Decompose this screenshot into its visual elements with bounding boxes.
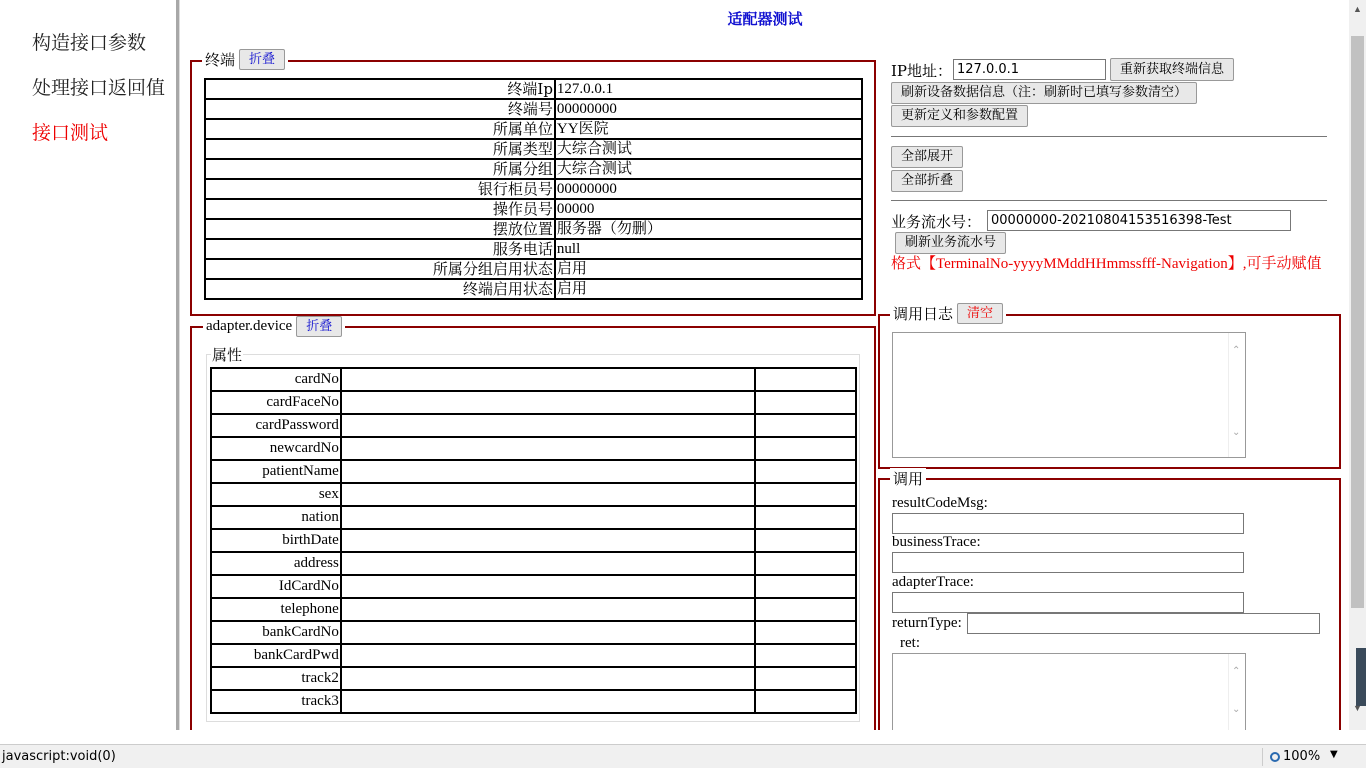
- divider-1: [891, 136, 1327, 137]
- nav-item-interface-test[interactable]: 接口测试: [32, 122, 109, 144]
- device-attribute-input[interactable]: [341, 391, 756, 414]
- device-attribute-row: [211, 368, 856, 391]
- device-attribute-extra-cell: [755, 414, 856, 437]
- device-attribute-key: sex: [211, 483, 341, 506]
- scroll-up-arrow-icon[interactable]: ▲: [1353, 4, 1362, 14]
- terminal-info-row: [205, 139, 862, 159]
- scrollbar-thumb[interactable]: [1351, 36, 1364, 608]
- device-attribute-extra-cell: [755, 598, 856, 621]
- return-type-label: returnType:: [892, 615, 962, 631]
- device-attribute-key: track2: [211, 667, 341, 690]
- device-attribute-row: [211, 391, 856, 414]
- device-attribute-key: bankCardNo: [211, 621, 341, 644]
- status-bar: [0, 744, 1366, 768]
- terminal-info-row: [205, 259, 862, 279]
- device-attribute-input[interactable]: [341, 460, 756, 483]
- device-attribute-input[interactable]: [341, 437, 756, 460]
- collapse-all-button[interactable]: 全部折叠: [891, 170, 963, 192]
- zoom-magnifier-icon: [1270, 752, 1280, 762]
- sidebar-nav: [0, 0, 176, 730]
- business-trace-input[interactable]: [892, 552, 1244, 573]
- device-attribute-row: [211, 483, 856, 506]
- device-attribute-input[interactable]: [341, 529, 756, 552]
- refresh-device-data-button[interactable]: 刷新设备数据信息（注：刷新时已填写参数清空）: [891, 82, 1197, 104]
- device-attribute-row: [211, 529, 856, 552]
- status-separator: [1262, 748, 1263, 766]
- device-attribute-key: nation: [211, 506, 341, 529]
- terminal-info-value: 大综合测试: [555, 139, 862, 159]
- terminal-info-row: [205, 279, 862, 299]
- device-attribute-input[interactable]: [341, 690, 756, 713]
- call-log-textarea[interactable]: [892, 332, 1246, 458]
- call-legend-label: 调用: [893, 472, 924, 488]
- terminal-info-row: [205, 99, 862, 119]
- ret-textarea[interactable]: [892, 653, 1246, 730]
- device-attribute-extra-cell: [755, 575, 856, 598]
- device-attribute-input[interactable]: [341, 575, 756, 598]
- business-trace-label: businessTrace:: [892, 534, 981, 550]
- device-attribute-key: patientName: [211, 460, 341, 483]
- terminal-info-key: 摆放位置: [205, 219, 555, 239]
- scroll-up-icon: ⌃: [1232, 666, 1241, 677]
- page-scrollbar[interactable]: [1349, 0, 1366, 730]
- terminal-info-value: 00000: [555, 199, 862, 219]
- device-attribute-extra-cell: [755, 621, 856, 644]
- device-attribute-extra-cell: [755, 483, 856, 506]
- terminal-info-key: 终端Ip: [205, 79, 555, 99]
- terminal-legend: [202, 49, 288, 70]
- device-attribute-extra-cell: [755, 690, 856, 713]
- terminal-info-value: 启用: [555, 279, 862, 299]
- device-attribute-row: [211, 414, 856, 437]
- ret-scrollbar[interactable]: [1228, 654, 1245, 730]
- trace-input[interactable]: 00000000-20210804153516398-Test: [987, 210, 1291, 231]
- device-attribute-extra-cell: [755, 506, 856, 529]
- call-legend: [890, 468, 926, 489]
- device-attribute-row: [211, 575, 856, 598]
- terminal-info-row: [205, 119, 862, 139]
- device-attribute-input[interactable]: [341, 552, 756, 575]
- device-attribute-input[interactable]: [341, 644, 756, 667]
- device-attribute-input[interactable]: [341, 667, 756, 690]
- adapter-trace-input[interactable]: [892, 592, 1244, 613]
- device-attribute-extra-cell: [755, 667, 856, 690]
- terminal-info-value: 服务器（勿删）: [555, 219, 862, 239]
- device-attribute-row: [211, 644, 856, 667]
- refetch-terminal-button[interactable]: 重新获取终端信息: [1110, 58, 1234, 81]
- terminal-collapse-button[interactable]: 折叠: [239, 49, 285, 70]
- scroll-up-icon: ⌃: [1232, 345, 1241, 356]
- device-attribute-key: IdCardNo: [211, 575, 341, 598]
- nav-item-build-params[interactable]: 构造接口参数: [32, 32, 147, 54]
- device-attribute-input[interactable]: [341, 368, 756, 391]
- terminal-info-key: 所属分组: [205, 159, 555, 179]
- terminal-info-key: 所属单位: [205, 119, 555, 139]
- device-attribute-row: [211, 598, 856, 621]
- zoom-level: 100%: [1283, 749, 1321, 764]
- terminal-info-table: [204, 78, 863, 300]
- terminal-info-row: [205, 199, 862, 219]
- refresh-trace-button[interactable]: 刷新业务流水号: [895, 232, 1006, 254]
- terminal-info-value: 00000000: [555, 179, 862, 199]
- zoom-control[interactable]: [1270, 749, 1320, 764]
- device-collapse-button[interactable]: 折叠: [296, 316, 342, 337]
- device-attribute-key: birthDate: [211, 529, 341, 552]
- device-legend-label: adapter.device: [206, 318, 293, 334]
- device-attribute-key: newcardNo: [211, 437, 341, 460]
- ip-label: IP地址：: [891, 62, 953, 80]
- terminal-info-row: [205, 179, 862, 199]
- right-panel: [890, 0, 1350, 730]
- device-attribute-extra-cell: [755, 529, 856, 552]
- zoom-dropdown-icon[interactable]: ▼: [1330, 749, 1338, 760]
- device-attribute-key: address: [211, 552, 341, 575]
- terminal-info-key: 所属类型: [205, 139, 555, 159]
- result-code-input[interactable]: [892, 513, 1244, 534]
- adapter-trace-label: adapterTrace:: [892, 574, 974, 590]
- clear-log-button[interactable]: 清空: [957, 303, 1003, 324]
- call-log-legend-label: 调用日志: [893, 307, 954, 323]
- device-attribute-row: [211, 460, 856, 483]
- device-attribute-key: track3: [211, 690, 341, 713]
- device-attribute-input[interactable]: [341, 483, 756, 506]
- terminal-info-value: 启用: [555, 259, 862, 279]
- terminal-info-key: 服务电话: [205, 239, 555, 259]
- terminal-info-key: 终端启用状态: [205, 279, 555, 299]
- device-attribute-key: cardPassword: [211, 414, 341, 437]
- terminal-info-row: [205, 159, 862, 179]
- device-attribute-row: [211, 690, 856, 713]
- device-attribute-row: [211, 437, 856, 460]
- device-attribute-input[interactable]: [341, 598, 756, 621]
- call-log-scrollbar[interactable]: [1228, 333, 1245, 457]
- device-legend: [203, 316, 345, 337]
- call-log-legend: [890, 303, 1006, 324]
- terminal-info-value: 大综合测试: [555, 159, 862, 179]
- device-attribute-extra-cell: [755, 644, 856, 667]
- device-attribute-input[interactable]: [341, 414, 756, 437]
- terminal-info-key: 操作员号: [205, 199, 555, 219]
- terminal-info-row: [205, 239, 862, 259]
- status-url: javascript:void(0): [2, 749, 116, 764]
- terminal-info-row: [205, 219, 862, 239]
- scroll-down-arrow-icon[interactable]: ▼: [1353, 703, 1362, 713]
- result-code-label: resultCodeMsg:: [892, 495, 988, 511]
- device-attribute-key: bankCardPwd: [211, 644, 341, 667]
- main-content: [180, 0, 1350, 730]
- device-attribute-input[interactable]: [341, 621, 756, 644]
- page-title: 适配器测试: [727, 10, 803, 28]
- device-attribute-row: [211, 621, 856, 644]
- device-attribute-extra-cell: [755, 437, 856, 460]
- scroll-down-icon: ⌄: [1232, 427, 1241, 438]
- nav-item-process-return[interactable]: 处理接口返回值: [32, 77, 166, 99]
- expand-all-button[interactable]: 全部展开: [891, 146, 963, 168]
- device-attribute-row: [211, 506, 856, 529]
- terminal-info-value: 00000000: [555, 99, 862, 119]
- attribute-group-label: 属性: [212, 346, 243, 364]
- terminal-info-row: [205, 79, 862, 99]
- device-attribute-key: cardNo: [211, 368, 341, 391]
- side-grip-icon: [1356, 648, 1366, 706]
- update-definition-button[interactable]: 更新定义和参数配置: [891, 105, 1028, 127]
- terminal-info-key: 终端号: [205, 99, 555, 119]
- device-attribute-key: cardFaceNo: [211, 391, 341, 414]
- device-attribute-extra-cell: [755, 552, 856, 575]
- device-attribute-row: [211, 667, 856, 690]
- device-attribute-row: [211, 552, 856, 575]
- ret-label: ret:: [900, 635, 920, 651]
- terminal-info-value: YY医院: [555, 119, 862, 139]
- terminal-legend-label: 终端: [205, 53, 236, 69]
- device-attribute-extra-cell: [755, 460, 856, 483]
- ip-input[interactable]: 127.0.0.1: [953, 59, 1106, 80]
- terminal-info-value: 127.0.0.1: [555, 79, 862, 99]
- terminal-info-key: 银行柜员号: [205, 179, 555, 199]
- device-attribute-input[interactable]: [341, 506, 756, 529]
- trace-label: 业务流水号：: [891, 213, 982, 231]
- divider-2: [891, 200, 1327, 201]
- device-attribute-extra-cell: [755, 368, 856, 391]
- return-type-input[interactable]: [967, 613, 1320, 634]
- trace-format-note: 格式【TerminalNo-yyyyMMddHHmmssfff-Navigation】,可手动赋值: [891, 256, 1322, 272]
- scroll-down-icon: ⌄: [1232, 704, 1241, 715]
- device-attribute-key: telephone: [211, 598, 341, 621]
- terminal-info-key: 所属分组启用状态: [205, 259, 555, 279]
- device-attribute-table: [210, 367, 857, 714]
- device-attribute-extra-cell: [755, 391, 856, 414]
- terminal-info-value: null: [555, 239, 862, 259]
